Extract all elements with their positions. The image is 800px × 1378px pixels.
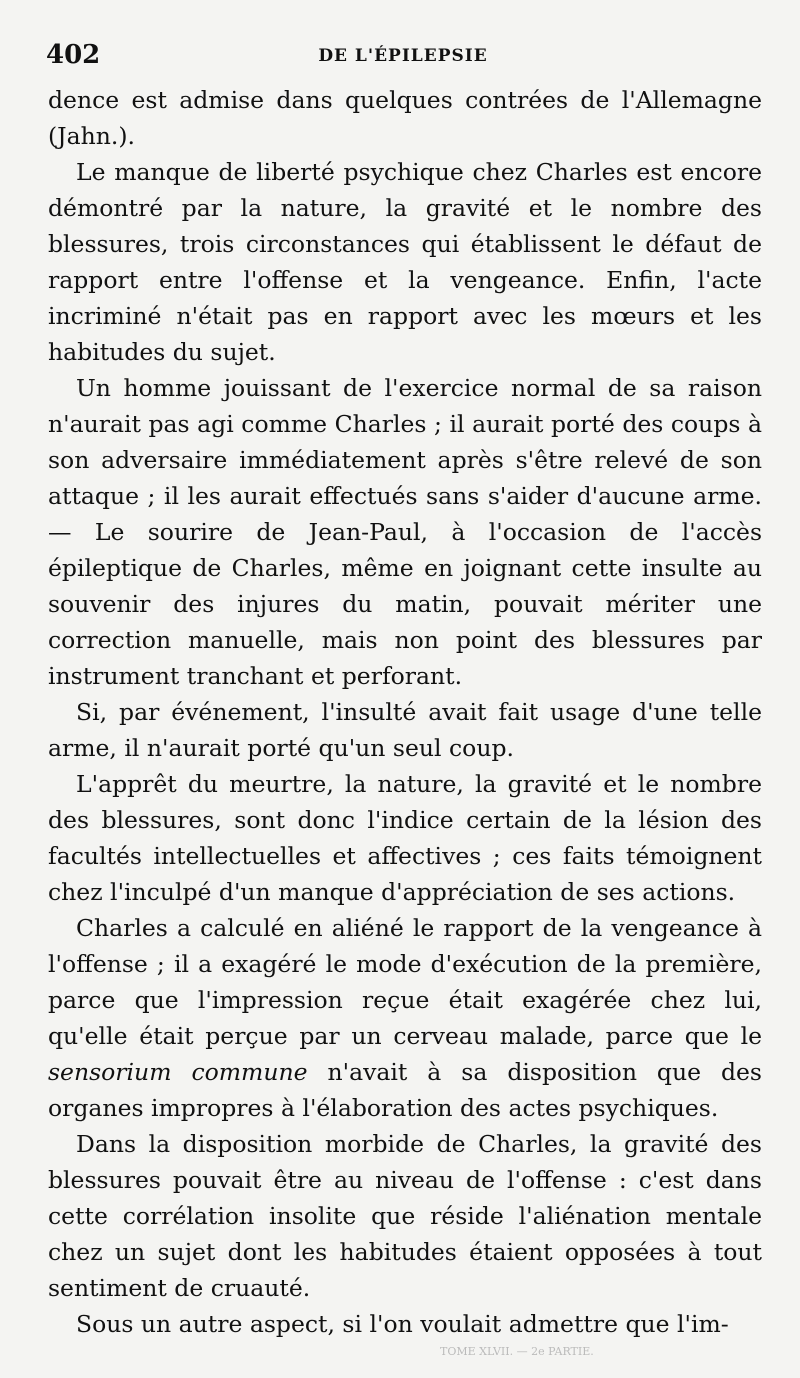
paragraph: Sous un autre aspect, si l'on voulait admettre que l'im- [76,1310,729,1338]
page-header [46,40,760,70]
paragraph: Le manque de liberté psychique chez Charles est encore démontré par la nature, la gravité et le nombre des blessures, trois circonstances qui établissent le défaut de rapport entre l'offense et la vengeance. Enfin, l'acte incriminé n'était pas en rapport avec les mœurs et les habitudes du sujet. [48,158,762,366]
body-text [48,82,762,1342]
paragraph: Si, par événement, l'insulté avait fait usage d'une telle arme, il n'aurait porté qu'un seul coup. [48,698,762,762]
paragraph: L'apprêt du meurtre, la nature, la gravité et le nombre des blessures, sont donc l'indice certain de la lésion des facultés intellectuelles et affectives ; ces faits témoignent chez l'inculpé d'un manque d'appréciation de ses actions. [48,770,762,906]
paragraph-text: Charles a calculé en aliéné le rapport de la vengeance à l'offense ; il a exagéré le mode d'exécution de la première, parce que l'impression reçue était exagérée chez lui, qu'elle était perçue par un cerveau malade, parce que le [48,914,762,1050]
running-head: DE L'ÉPILEPSIE [318,46,488,66]
italic-term: sensorium commune [48,1058,308,1086]
printer-signature: TOME XLVII. — 2e PARTIE. [440,1345,594,1358]
paragraph: Dans la disposition morbide de Charles, la gravité des blessures pouvait être au niveau de l'offense : c'est dans cette corrélation insolite que réside l'aliénation mentale chez un sujet dont les habitudes étaient opposées à tout sentiment de cruauté. [48,1130,762,1302]
paragraph [48,910,762,1126]
paragraph-text: n'avait à sa disposition que des organes impropres à l'élaboration des actes psychiques. [48,1058,762,1122]
paragraph: Un homme jouissant de l'exercice normal de sa raison n'aurait pas agi comme Charles ; il aurait porté des coups à son adversaire immédiatement après s'être relevé de son attaque ; il les aurait effectués sans s'aider d'aucune arme. — Le sourire de Jean-Paul, à l'occasion de l'accès épileptique de Charles, même en joignant cette insulte au souvenir des injures du matin, pouvait mériter une correction manuelle, mais non point des blessures par instrument tranchant et perforant. [48,374,762,690]
page-number: 402 [46,40,101,70]
paragraph: dence est admise dans quelques contrées de l'Allemagne (Jahn.). [48,86,762,150]
